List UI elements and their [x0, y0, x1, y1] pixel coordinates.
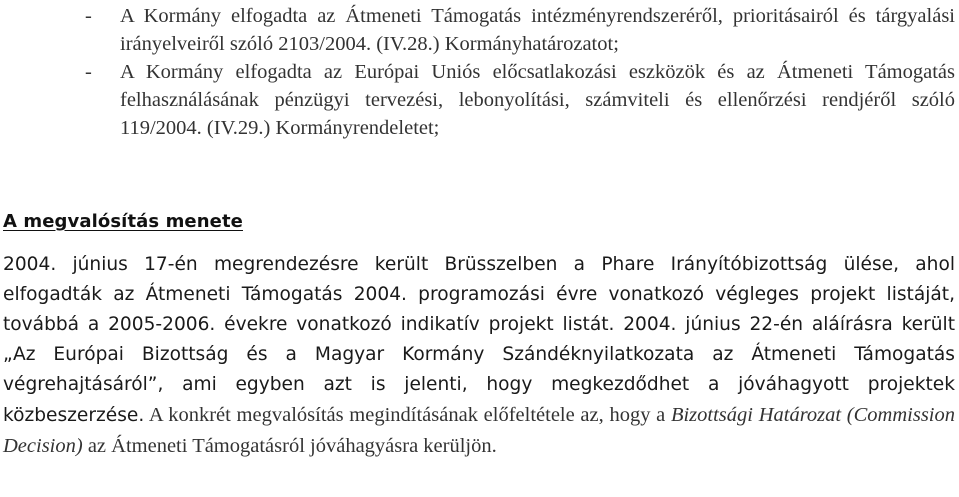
paragraph-text-serif-end: az Átmeneti Támogatásról jóváhagyásra kerüljön.: [82, 435, 497, 457]
list-bullet: -: [85, 61, 92, 83]
paragraph-text-italic: Bizottsági Határozat (Commission Decision): [3, 404, 955, 457]
list-bullet: -: [85, 5, 92, 27]
list-item-text: A Kormány elfogadta az Átmeneti Támogatás intézményrendszeréről, prioritásairól és tárgyalási irányelveiről szóló 2103/2004. (IV.28.) Kormányhatározatot;: [120, 5, 955, 55]
paragraph-text-serif: A konkrét megvalósítás megindításának előfeltétele az, hogy a: [144, 404, 671, 426]
list-item: [0, 2, 955, 58]
bullet-list: [0, 2, 955, 142]
section-heading: A megvalósítás menete: [3, 211, 243, 232]
list-item: [0, 58, 955, 142]
body-paragraph: [3, 250, 955, 462]
list-item-text: A Kormány elfogadta az Európai Uniós előcsatlakozási eszközök és az Átmeneti Támogatás felhasználásának pénzügyi tervezési, lebonyolítási, számviteli és ellenőrzési rendjéről szóló 119/2004. (IV.29.) Kormányrendeletet;: [120, 61, 955, 139]
paragraph-text-sans: 2004. június 17-én megrendezésre került Brüsszelben a Phare Irányítóbizottság ülése, ahol elfogadták az Átmeneti Támogatás 2004. programozási évre vonatkozó végleges projekt listáját, továbbá a 2005-2006. évekre vonatkozó indikatív projekt listát. 2004. június 22-én aláírásra került „Az Európai Bizottság és a Magyar Kormány Szándéknyilatkozata az Átmeneti Támogatás végrehajtásáról”, ami egyben azt is jelenti, hogy megkezdődhet a jóváhagyott projektek közbeszerzése.: [3, 254, 955, 426]
